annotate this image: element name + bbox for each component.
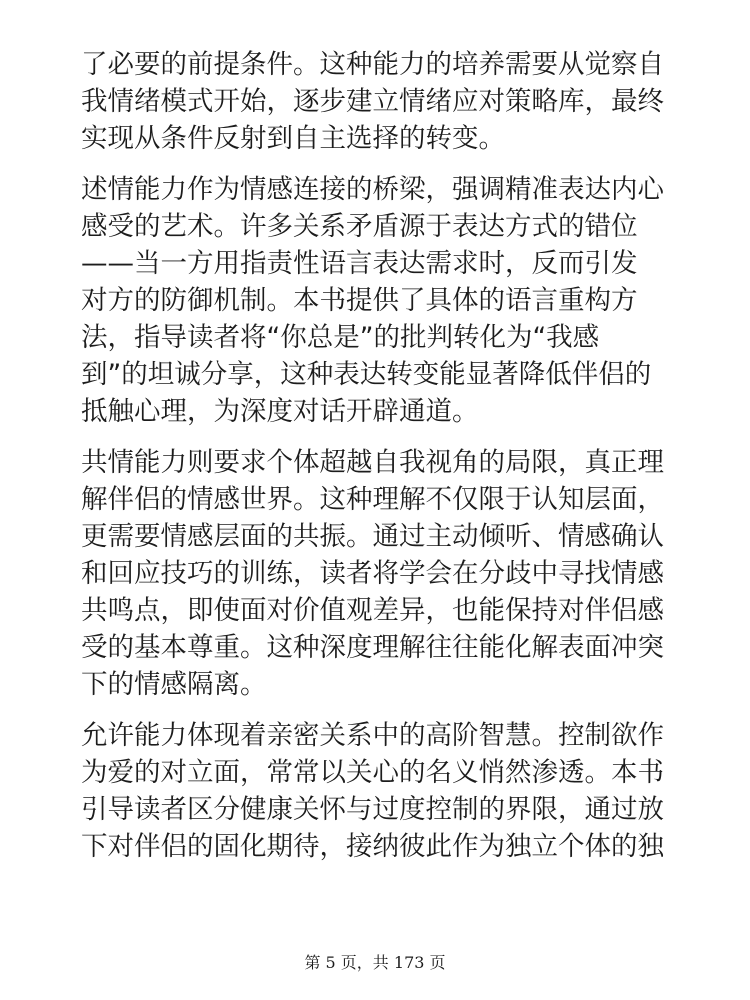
body-text (81, 46, 681, 879)
text-line: 下对伴侣的固化期待，接纳彼此作为独立个体的独 (81, 831, 664, 862)
text-line: 共情能力则要求个体超越自我视角的局限，真正理 (81, 447, 664, 478)
text-line: 到”的坦诚分享，这种表达转变能显著降低伴侣的 (81, 359, 652, 390)
text-line: 抵触心理，为深度对话开辟通道。 (81, 396, 479, 427)
text-line: 了必要的前提条件。这种能力的培养需要从觉察自 (81, 49, 664, 80)
paragraph-3 (81, 444, 681, 703)
text-line: 实现从条件反射到自主选择的转变。 (81, 123, 505, 154)
text-line: ——当一方用指责性语言表达需求时，反而引发 (81, 248, 638, 279)
text-line: 允许能力体现着亲密关系中的高阶智慧。控制欲作 (81, 720, 664, 751)
text-line: 解伴侣的情感世界。这种理解不仅限于认知层面， (81, 484, 664, 515)
text-line: 引导读者区分健康关怀与过度控制的界限，通过放 (81, 794, 664, 825)
paragraph-2 (81, 171, 681, 430)
text-line: 法，指导读者将“你总是”的批判转化为“我感 (81, 322, 600, 353)
page-number: 第 5 页，共 173 页 (304, 953, 446, 972)
text-line: 共鸣点，即使面对价值观差异，也能保持对伴侣感 (81, 595, 664, 626)
text-line: 为爱的对立面，常常以关心的名义悄然渗透。本书 (81, 757, 664, 788)
text-line: 述情能力作为情感连接的桥梁，强调精准表达内心 (81, 174, 664, 205)
text-line: 感受的艺术。许多关系矛盾源于表达方式的错位 (81, 211, 638, 242)
text-line: 下的情感隔离。 (81, 669, 267, 700)
text-line: 对方的防御机制。本书提供了具体的语言重构方 (81, 285, 638, 316)
text-line: 受的基本尊重。这种深度理解往往能化解表面冲突 (81, 632, 664, 663)
text-line: 更需要情感层面的共振。通过主动倾听、情感确认 (81, 521, 664, 552)
text-line: 我情绪模式开始，逐步建立情绪应对策略库，最终 (81, 86, 664, 117)
paragraph-4 (81, 717, 681, 865)
text-line: 和回应技巧的训练，读者将学会在分歧中寻找情感 (81, 558, 664, 589)
paragraph-1 (81, 46, 681, 157)
